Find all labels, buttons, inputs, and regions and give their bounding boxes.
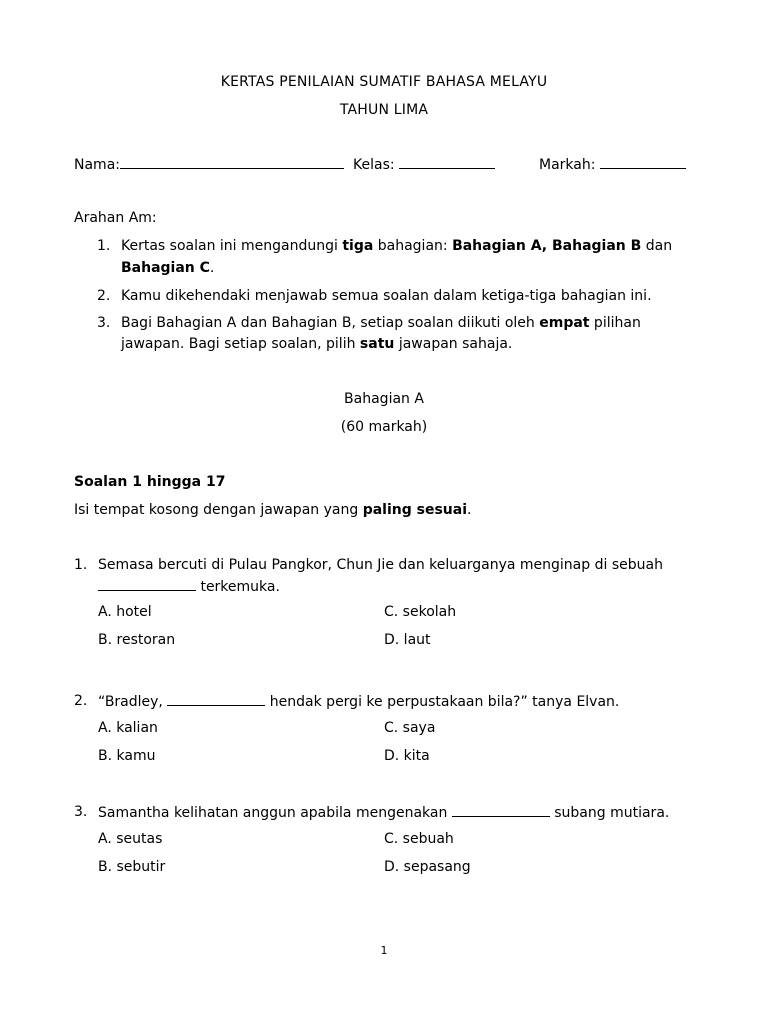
option-a: A. kalian <box>98 720 158 736</box>
question-number: 3. <box>74 804 88 820</box>
answer-blank <box>452 803 550 817</box>
option-c: C. sebuah <box>384 831 454 847</box>
document-subtitle: TAHUN LIMA <box>339 102 429 118</box>
option-d: D. kita <box>384 748 430 764</box>
question-number: 2. <box>74 693 88 709</box>
section-marks: (60 markah) <box>340 419 428 435</box>
question-text: Semasa bercuti di Pulau Pangkor, Chun Jie dan keluarganya menginap di sebuah <box>98 557 663 573</box>
option-b: B. restoran <box>98 632 176 648</box>
option-c: C. saya <box>384 720 436 736</box>
class-blank <box>399 155 495 169</box>
marks-field <box>539 155 686 175</box>
option-a: A. hotel <box>98 604 152 620</box>
question-text: “Bradley, hendak pergi ke perpustakaan bila?” tanya Elvan. <box>98 694 620 710</box>
option-d: D. laut <box>384 632 431 648</box>
section-title: Bahagian A <box>344 391 424 407</box>
option-a: A. seutas <box>98 831 163 847</box>
marks-label: Markah: <box>539 157 596 173</box>
name-field <box>74 155 344 175</box>
class-label: Kelas: <box>353 157 395 173</box>
option-b: B. sebutir <box>98 859 166 875</box>
class-field <box>353 155 495 175</box>
name-label: Nama: <box>74 157 120 173</box>
section-direction: Isi tempat kosong dengan jawapan yang paling sesuai. <box>74 502 472 518</box>
page-number: 1 <box>380 944 388 957</box>
instructions-heading: Arahan Am: <box>74 210 157 226</box>
name-blank <box>120 155 344 169</box>
question-number: 1. <box>74 557 88 573</box>
question-text: Samantha kelihatan anggun apabila mengenakan subang mutiara. <box>98 805 670 821</box>
exam-page: KERTAS PENILAIAN SUMATIF BAHASA MELAYU TAHUN LIMA Nama: Kelas: Markah: Arahan Am: 1. Kertas soalan ini mengandungi tiga bahagian: Bahagian A, Bahagian B dan Bahagian C. 2. Kamu dikehendaki menjawab semua soalan dalam ketiga-tiga bahagian ini. 3. Bagi Bahagian A dan Bahagian B, setiap soalan diikuti oleh empat pilihan jawapan. Bagi setiap soalan, pilih satu jawapan sahaja. Bahagian A (60 markah) Soalan 1 hingga 17 Isi tempat kosong dengan jawapan yang paling sesuai. 1. Semasa bercuti di Pulau Pangkor, Chun Jie dan keluarganya menginap di sebuah terkemuka. A. hotel B. restoran C. sekolah D. laut 2. “Bradley, hendak pergi ke perpustakaan bila?” tanya Elvan. A. kalian B. kamu C. saya D. kita 3. Samantha kelihatan anggun apabila mengenakan subang mutiara. A. seutas B. sebutir C. sebuah D. sepasang 1 <box>0 0 768 1024</box>
question-range-label: Soalan 1 hingga 17 <box>74 474 226 490</box>
option-b: B. kamu <box>98 748 156 764</box>
answer-blank <box>98 577 196 591</box>
option-d: D. sepasang <box>384 859 471 875</box>
answer-blank <box>167 692 265 706</box>
option-c: C. sekolah <box>384 604 457 620</box>
marks-blank <box>600 155 686 169</box>
document-title: KERTAS PENILAIAN SUMATIF BAHASA MELAYU <box>220 74 548 90</box>
